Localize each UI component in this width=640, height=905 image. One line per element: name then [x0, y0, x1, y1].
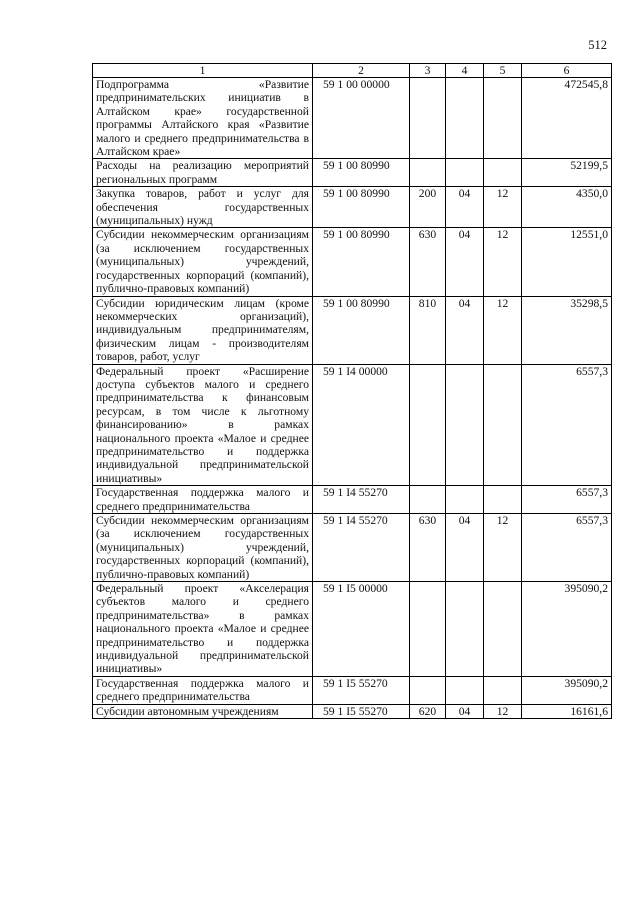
subsection-code-cell: [484, 486, 522, 514]
target-article-code-cell: 59 1 00 80990: [313, 159, 410, 187]
budget-table: [92, 63, 612, 719]
page-number: 512: [588, 38, 607, 52]
table-row: [93, 228, 612, 296]
expense-type-code-cell: 630: [410, 228, 446, 296]
header-row: [93, 64, 612, 78]
table-row: [93, 514, 612, 582]
table-row: [93, 676, 612, 704]
amount-cell: 6557,3: [522, 514, 612, 582]
amount-cell: 395090,2: [522, 676, 612, 704]
amount-cell: 6557,3: [522, 486, 612, 514]
amount-cell: 35298,5: [522, 296, 612, 364]
table-row: [93, 78, 612, 159]
subsection-code-cell: [484, 676, 522, 704]
target-article-code-cell: 59 1 00 80990: [313, 228, 410, 296]
expense-type-code-cell: 200: [410, 187, 446, 228]
amount-cell: 16161,6: [522, 704, 612, 718]
target-article-code-cell: 59 1 I4 55270: [313, 486, 410, 514]
target-article-code-cell: 59 1 00 80990: [313, 296, 410, 364]
expense-type-code-cell: [410, 364, 446, 486]
row-name-cell: Закупка товаров, работ и услуг для обеспечения государственных (муниципальных) нужд: [93, 187, 313, 228]
amount-cell: 472545,8: [522, 78, 612, 159]
expense-type-code-cell: 630: [410, 514, 446, 582]
column-header-6: 6: [522, 64, 612, 78]
row-name-cell: Субсидии некоммерческим организациям (за исключением государственных (муниципальных) учреждений, государственных корпораций (компаний), публично-правовых компаний): [93, 228, 313, 296]
table-row: [93, 159, 612, 187]
subsection-code-cell: 12: [484, 187, 522, 228]
section-code-cell: [446, 582, 484, 677]
subsection-code-cell: 12: [484, 514, 522, 582]
amount-cell: 395090,2: [522, 582, 612, 677]
table-row: [93, 582, 612, 677]
section-code-cell: [446, 159, 484, 187]
expense-type-code-cell: [410, 159, 446, 187]
expense-type-code-cell: [410, 486, 446, 514]
subsection-code-cell: [484, 364, 522, 486]
expense-type-code-cell: 620: [410, 704, 446, 718]
expense-type-code-cell: 810: [410, 296, 446, 364]
section-code-cell: 04: [446, 704, 484, 718]
section-code-cell: [446, 78, 484, 159]
target-article-code-cell: 59 1 I5 55270: [313, 676, 410, 704]
target-article-code-cell: 59 1 I4 00000: [313, 364, 410, 486]
target-article-code-cell: 59 1 I4 55270: [313, 514, 410, 582]
table-row: [93, 486, 612, 514]
subsection-code-cell: [484, 582, 522, 677]
row-name-cell: Государственная поддержка малого и среднего предпринимательства: [93, 486, 313, 514]
section-code-cell: 04: [446, 514, 484, 582]
subsection-code-cell: [484, 159, 522, 187]
expense-type-code-cell: [410, 78, 446, 159]
table-row: [93, 187, 612, 228]
expense-type-code-cell: [410, 582, 446, 677]
column-header-3: 3: [410, 64, 446, 78]
subsection-code-cell: 12: [484, 228, 522, 296]
section-code-cell: 04: [446, 228, 484, 296]
section-code-cell: 04: [446, 296, 484, 364]
amount-cell: 4350,0: [522, 187, 612, 228]
section-code-cell: [446, 486, 484, 514]
amount-cell: 6557,3: [522, 364, 612, 486]
section-code-cell: [446, 676, 484, 704]
row-name-cell: Федеральный проект «Расширение доступа субъектов малого и среднего предпринимательства к финансовым ресурсам, в том числе к льготному финансированию» в рамках национального проекта «Малое и среднее предпринимательство и поддержка индивидуальной предпринимательской инициативы»: [93, 364, 313, 486]
row-name-cell: Субсидии автономным учреждениям: [93, 704, 313, 718]
row-name-cell: Государственная поддержка малого и среднего предпринимательства: [93, 676, 313, 704]
table-row: [93, 296, 612, 364]
column-header-5: 5: [484, 64, 522, 78]
column-header-2: 2: [313, 64, 410, 78]
row-name-cell: Федеральный проект «Акселерация субъектов малого и среднего предпринимательства» в рамках национального проекта «Малое и среднее предпринимательство и поддержка индивидуальной предпринимательской инициативы»: [93, 582, 313, 677]
subsection-code-cell: 12: [484, 704, 522, 718]
target-article-code-cell: 59 1 00 80990: [313, 187, 410, 228]
column-header-1: 1: [93, 64, 313, 78]
row-name-cell: Субсидии некоммерческим организациям (за исключением государственных (муниципальных) учреждений, государственных корпораций (компаний), публично-правовых компаний): [93, 514, 313, 582]
row-name-cell: Подпрограмма «Развитие предпринимательских инициатив в Алтайском крае» государственной программы Алтайского края «Развитие малого и среднего предпринимательства в Алтайском крае»: [93, 78, 313, 159]
column-header-4: 4: [446, 64, 484, 78]
amount-cell: 52199,5: [522, 159, 612, 187]
table-row: [93, 704, 612, 718]
section-code-cell: 04: [446, 187, 484, 228]
target-article-code-cell: 59 1 00 00000: [313, 78, 410, 159]
section-code-cell: [446, 364, 484, 486]
amount-cell: 12551,0: [522, 228, 612, 296]
expense-type-code-cell: [410, 676, 446, 704]
target-article-code-cell: 59 1 I5 55270: [313, 704, 410, 718]
subsection-code-cell: 12: [484, 296, 522, 364]
table-row: [93, 364, 612, 486]
table-body: [93, 78, 612, 719]
target-article-code-cell: 59 1 I5 00000: [313, 582, 410, 677]
row-name-cell: Субсидии юридическим лицам (кроме некоммерческих организаций), индивидуальным предпринимателям, физическим лицам - производителям товаров, работ, услуг: [93, 296, 313, 364]
subsection-code-cell: [484, 78, 522, 159]
row-name-cell: Расходы на реализацию мероприятий региональных программ: [93, 159, 313, 187]
